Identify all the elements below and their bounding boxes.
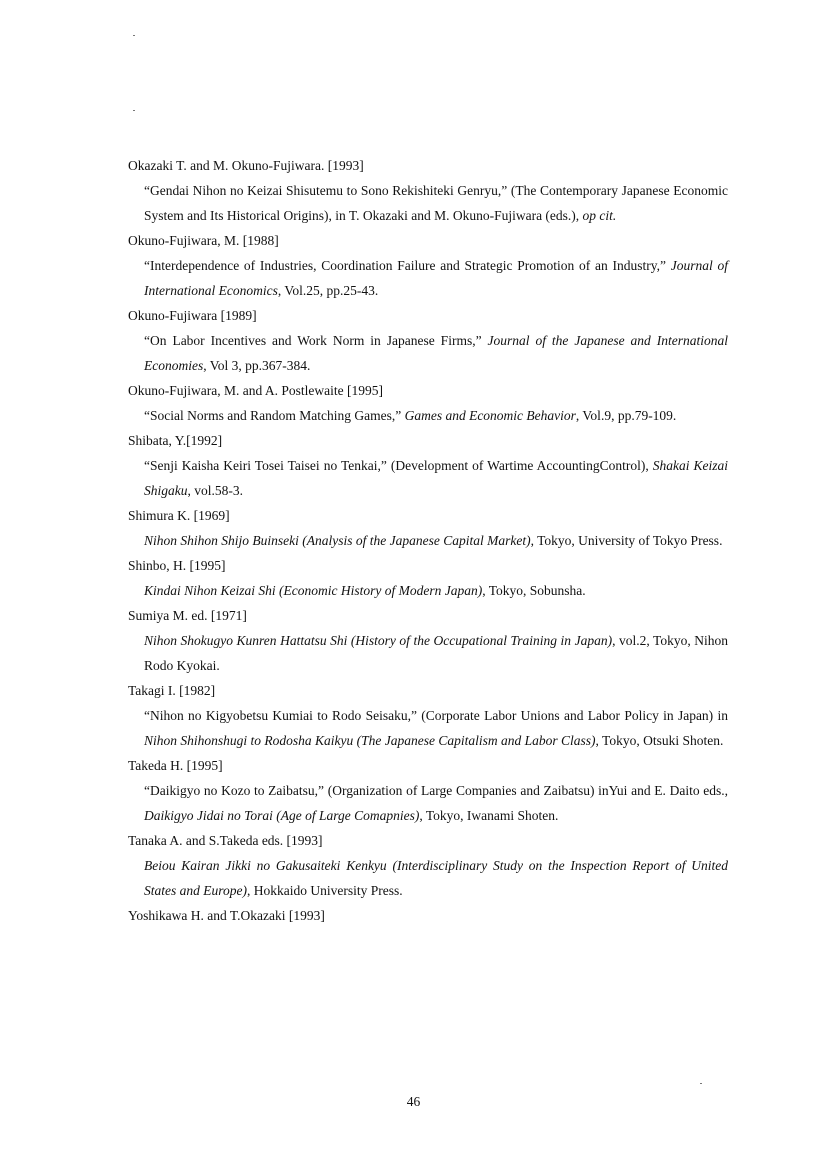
reference-entry: [128, 153, 728, 228]
citation-text: , vol.58-3.: [187, 483, 243, 498]
citation-text: “On Labor Incentives and Work Norm in Japanese Firms,”: [144, 333, 488, 348]
reference-author: Shimura K. [1969]: [128, 508, 230, 523]
citation-text: “Social Norms and Random Matching Games,”: [144, 408, 405, 423]
reference-citation: [128, 403, 728, 428]
reference-entry: [128, 553, 728, 603]
reference-citation: [128, 628, 728, 678]
reference-entry: [128, 903, 728, 928]
citation-text: “Gendai Nihon no Keizai Shisutemu to Sono Rekishiteki Genryu,” (The Contemporary Japanese Economic System and Its Historical Origins), in T. Okazaki and M. Okuno-Fujiwara (eds.),: [144, 183, 728, 223]
citation-text: “Senji Kaisha Keiri Tosei Taisei no Tenkai,” (Development of Wartime AccountingControl),: [144, 458, 653, 473]
reference-author: Okuno-Fujiwara, M. [1988]: [128, 233, 279, 248]
reference-author: Shinbo, H. [1995]: [128, 558, 226, 573]
reference-citation: [128, 178, 728, 228]
reference-author: Okazaki T. and M. Okuno-Fujiwara. [1993]: [128, 158, 364, 173]
reference-entry: [128, 303, 728, 378]
reference-entry: [128, 753, 728, 828]
reference-entry: [128, 378, 728, 428]
scan-speck: [700, 1083, 702, 1084]
reference-entry: [128, 228, 728, 303]
scan-speck: [133, 35, 135, 36]
citation-title: Beiou Kairan Jikki no Gakusaiteki Kenkyu (Interdisciplinary Study on the Inspection Report of United States and Europe): [144, 858, 728, 898]
citation-title: Journal of the Japanese and International Economies: [144, 333, 728, 373]
citation-text: “Interdependence of Industries, Coordination Failure and Strategic Promotion of an Industry,”: [144, 258, 671, 273]
citation-text: , Vol.9, pp.79-109.: [575, 408, 677, 423]
reference-citation: [128, 528, 728, 553]
citation-text: , Vol.25, pp.25-43.: [277, 283, 379, 298]
reference-citation: [128, 703, 728, 753]
citation-title: Nihon Shokugyo Kunren Hattatsu Shi (History of the Occupational Training in Japan): [144, 633, 613, 648]
reference-citation: [128, 328, 728, 378]
reference-author: Yoshikawa H. and T.Okazaki [1993]: [128, 908, 325, 923]
reference-author: Tanaka A. and S.Takeda eds. [1993]: [128, 833, 323, 848]
reference-entry: [128, 503, 728, 553]
citation-text: “Nihon no Kigyobetsu Kumiai to Rodo Seisaku,” (Corporate Labor Unions and Labor Policy in Japan) in: [144, 708, 728, 723]
reference-citation: [128, 778, 728, 828]
citation-text: , Tokyo, University of Tokyo Press.: [530, 533, 723, 548]
citation-title: Nihon Shihon Shijo Buinseki (Analysis of the Japanese Capital Market): [144, 533, 531, 548]
citation-title: Kindai Nihon Keizai Shi (Economic History of Modern Japan): [144, 583, 483, 598]
reference-entry: [128, 603, 728, 678]
reference-author: Okuno-Fujiwara [1989]: [128, 308, 257, 323]
reference-list: [128, 153, 728, 928]
citation-text: , Tokyo, Otsuki Shoten.: [595, 733, 724, 748]
citation-text: “Daikigyo no Kozo to Zaibatsu,” (Organization of Large Companies and Zaibatsu) inYui and E. Daito eds.,: [144, 783, 728, 798]
reference-author: Okuno-Fujiwara, M. and A. Postlewaite [1995]: [128, 383, 383, 398]
reference-citation: [128, 453, 728, 503]
citation-text: , Hokkaido University Press.: [246, 883, 403, 898]
citation-title: Shakai Keizai Shigaku: [144, 458, 729, 498]
citation-title: Games and Economic Behavior: [404, 408, 576, 423]
reference-author: Sumiya M. ed. [1971]: [128, 608, 247, 623]
reference-author: Takeda H. [1995]: [128, 758, 223, 773]
reference-entry: [128, 828, 728, 903]
reference-entry: [128, 428, 728, 503]
scan-speck: [133, 110, 135, 111]
reference-author: Takagi I. [1982]: [128, 683, 216, 698]
citation-title: Nihon Shihonshugi to Rodosha Kaikyu (The Japanese Capitalism and Labor Class): [144, 733, 596, 748]
citation-title: Daikigyo Jidai no Torai (Age of Large Comapnies): [144, 808, 420, 823]
citation-text: , Tokyo, Sobunsha.: [482, 583, 586, 598]
reference-citation: [128, 253, 728, 303]
page-number: 46: [406, 1094, 421, 1109]
reference-author: Shibata, Y.[1992]: [128, 433, 223, 448]
reference-citation: [128, 578, 728, 603]
citation-text: , vol.2, Tokyo, Nihon Rodo Kyokai.: [144, 633, 729, 673]
citation-text: , Vol 3, pp.367-384.: [203, 358, 311, 373]
citation-text: , Tokyo, Iwanami Shoten.: [419, 808, 559, 823]
citation-title: Journal of International Economics: [144, 258, 728, 298]
citation-title: op cit.: [582, 208, 617, 223]
reference-citation: [128, 853, 728, 903]
reference-entry: [128, 678, 728, 753]
